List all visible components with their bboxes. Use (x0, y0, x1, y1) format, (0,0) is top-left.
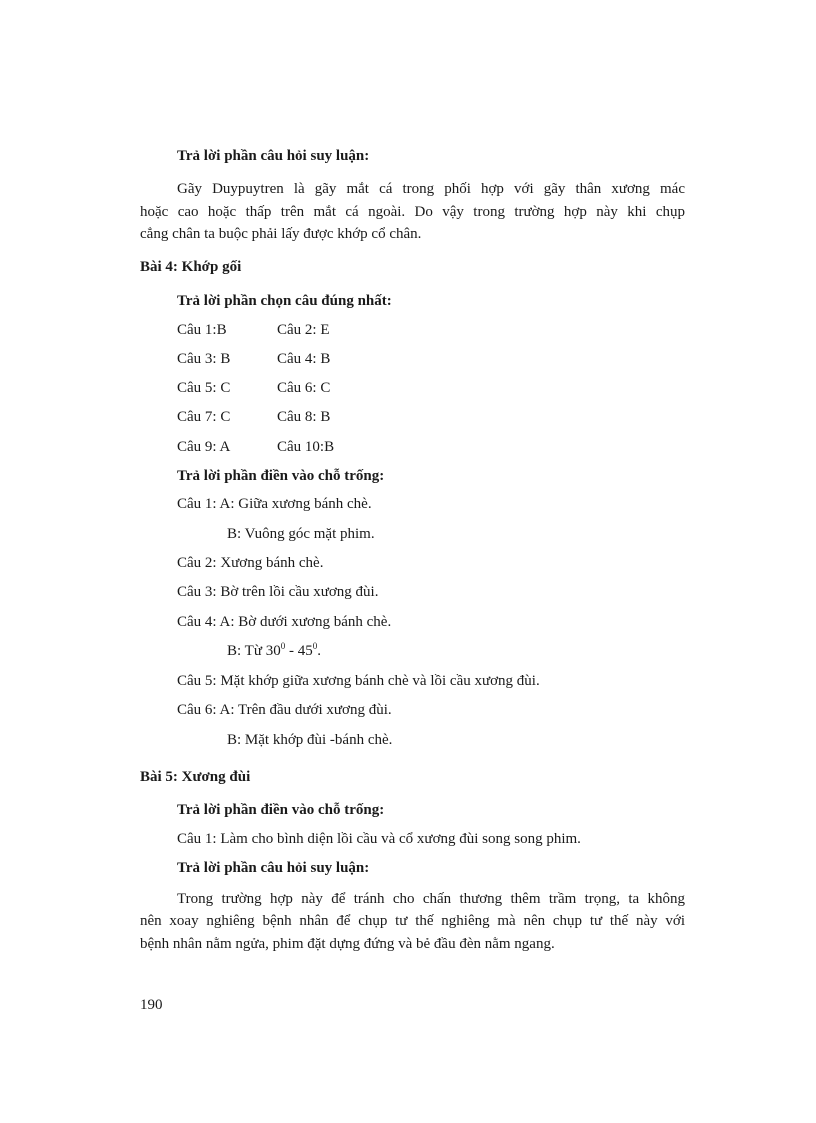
text-part: - 45 (285, 643, 313, 659)
answer-cell: Câu 9: A (177, 439, 231, 455)
answer-cell: Câu 3: B (177, 351, 231, 367)
paragraph-line: Gãy Duypuytren là gãy mắt cá trong phối hợp với gãy thân xương mác (177, 181, 685, 197)
fill-answer: Câu 3: Bờ trên lồi cầu xương đùi. (177, 584, 379, 600)
heading-dien-vao-bai5: Trả lời phần điền vào chỗ trống: (177, 802, 385, 818)
paragraph-line: bệnh nhân nằm ngửa, phim đặt dựng đứng và bẻ đầu đèn nằm ngang. (140, 936, 555, 952)
heading-suy-luan-2: Trả lời phần câu hỏi suy luận: (177, 860, 370, 876)
answer-cell: Câu 1:B (177, 322, 227, 338)
answer-cell: Câu 5: C (177, 380, 231, 396)
section-title-bai-5: Bài 5: Xương đùi (140, 769, 251, 785)
superscript: 0 (280, 641, 286, 651)
paragraph-line: Trong trường hợp này để tránh cho chấn thương thêm trầm trọng, ta không (177, 891, 685, 907)
text-part: . (317, 643, 321, 659)
answer-cell: Câu 2: E (277, 322, 330, 338)
answer-cell: Câu 6: C (277, 380, 331, 396)
paragraph-line: cẳng chân ta buộc phải lấy được khớp cổ chân. (140, 226, 422, 242)
heading-dien-vao: Trả lời phần điền vào chỗ trống: (177, 468, 385, 484)
page-number: 190 (140, 997, 163, 1013)
answer-row (177, 378, 331, 398)
paragraph-line: nên xoay nghiêng bệnh nhân để chụp tư thế nghiêng mà nên chụp tư thế này với (140, 913, 685, 929)
fill-answer: Câu 1: Làm cho bình diện lồi cầu và cổ xương đùi song song phim. (177, 831, 581, 847)
heading-chon-cau: Trả lời phần chọn câu đúng nhất: (177, 293, 392, 309)
fill-answer: B: Mặt khớp đùi -bánh chè. (227, 732, 393, 748)
fill-answer (227, 641, 321, 661)
fill-answer: Câu 5: Mặt khớp giữa xương bánh chè và lồi cầu xương đùi. (177, 673, 540, 689)
answer-row (177, 320, 330, 340)
answer-row (177, 349, 331, 369)
fill-answer: B: Vuông góc mặt phim. (227, 526, 375, 542)
section-title-bai-4: Bài 4: Khớp gối (140, 259, 242, 275)
superscript: 0 (312, 641, 318, 651)
text-part: B: Từ 30 (227, 643, 281, 659)
heading-suy-luan-1: Trả lời phần câu hỏi suy luận: (177, 148, 370, 164)
paragraph-line: hoặc cao hoặc thấp trên mắt cá ngoài. Do vậy trong trường hợp này khi chụp (140, 204, 685, 220)
answer-row (177, 407, 331, 427)
fill-answer: Câu 4: A: Bờ dưới xương bánh chè. (177, 614, 392, 630)
fill-answer: Câu 2: Xương bánh chè. (177, 555, 324, 571)
answer-cell: Câu 7: C (177, 409, 231, 425)
answer-cell: Câu 4: B (277, 351, 331, 367)
answer-row (177, 437, 335, 457)
fill-answer: Câu 1: A: Giữa xương bánh chè. (177, 496, 372, 512)
answer-cell: Câu 10:B (277, 439, 335, 455)
answer-cell: Câu 8: B (277, 409, 331, 425)
fill-answer: Câu 6: A: Trên đầu dưới xương đùi. (177, 702, 392, 718)
